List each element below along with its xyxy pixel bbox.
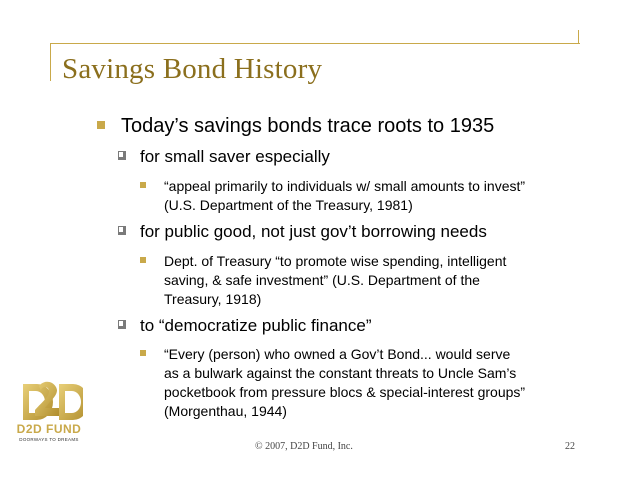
sub-bullet-text: to “democratize public finance” <box>140 316 372 335</box>
detail-line: “Every (person) who owned a Gov’t Bond... would serve <box>164 346 511 362</box>
sub-bullet-text: for small saver especially <box>140 147 330 166</box>
detail-text <box>164 345 584 421</box>
checkbox-bullet-icon <box>118 226 126 235</box>
square-bullet-icon <box>97 121 105 129</box>
checkbox-bullet-icon <box>118 320 126 329</box>
slide-title: Savings Bond History <box>62 53 323 85</box>
detail-text <box>164 252 584 309</box>
frame-left-rule <box>50 43 51 81</box>
page-number: 22 <box>565 441 575 452</box>
detail-line: Dept. of Treasury “to promote wise spending, intelligent <box>164 253 507 269</box>
square-bullet-icon <box>140 350 146 356</box>
detail-line: “appeal primarily to individuals w/ small amounts to invest” <box>164 178 526 194</box>
sub-bullet-text: for public good, not just gov’t borrowing needs <box>140 222 487 241</box>
checkbox-bullet-icon <box>118 151 126 160</box>
detail-text <box>164 177 584 215</box>
frame-right-tick <box>578 30 579 44</box>
detail-line: (Morgenthau, 1944) <box>164 403 287 419</box>
logo-tagline: DOORWAYS TO DREAMS <box>19 437 79 442</box>
detail-line: saving, & safe investment” (U.S. Department of the <box>164 272 480 288</box>
detail-line: (U.S. Department of the Treasury, 1981) <box>164 197 413 213</box>
bullet-main-text: Today’s savings bonds trace roots to 1935 <box>121 115 495 137</box>
detail-line: as a bulwark against the constant threats to Uncle Sam’s <box>164 365 517 381</box>
square-bullet-icon <box>140 182 146 188</box>
frame-top-rule <box>50 43 580 44</box>
logo-wordmark: D2D FUND <box>16 422 82 436</box>
footer-copyright: © 2007, D2D Fund, Inc. <box>255 441 353 452</box>
detail-line: Treasury, 1918) <box>164 291 262 307</box>
square-bullet-icon <box>140 257 146 263</box>
detail-line: pocketbook from pressure blocs & special-interest groups” <box>164 384 526 400</box>
